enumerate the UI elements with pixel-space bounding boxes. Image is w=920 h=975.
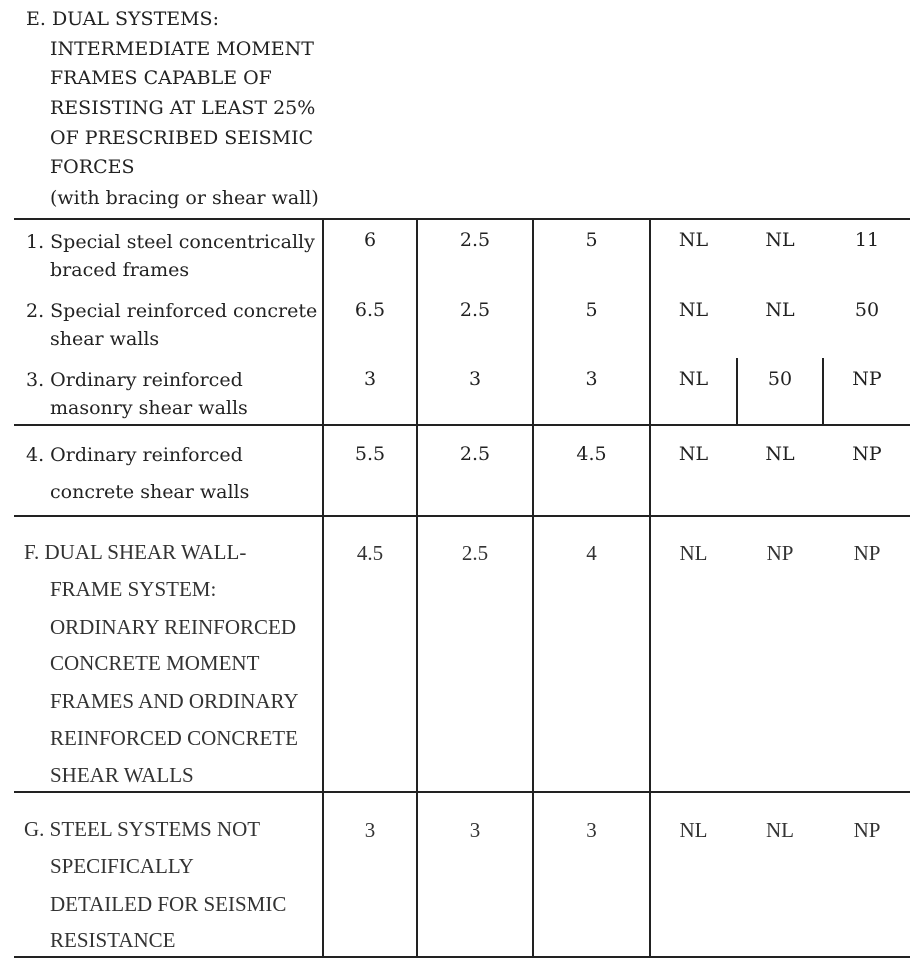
column-divider <box>532 218 534 957</box>
table-cell: 3 <box>585 368 598 390</box>
column-divider <box>416 218 418 957</box>
row-label: shear walls <box>50 328 160 350</box>
table-cell: NL <box>678 229 709 251</box>
row-label: 3. Ordinary reinforced <box>26 369 243 391</box>
table-cell: NL <box>765 299 795 321</box>
table-cell: 6.5 <box>354 299 386 321</box>
row-label: masonry shear walls <box>50 397 248 419</box>
table-cell: 3 <box>364 818 376 842</box>
row-divider <box>14 218 910 220</box>
table-cell: 6 <box>363 229 377 251</box>
row-label: 1. Special steel concentrically <box>26 231 315 253</box>
table-cell: NL <box>766 818 794 842</box>
table-cell: NL <box>678 443 709 465</box>
heading-line: RESISTING AT LEAST 25% <box>50 97 316 119</box>
table-cell: NL <box>678 299 709 321</box>
table-cell: 5 <box>585 299 598 321</box>
table-cell: 3 <box>468 368 482 390</box>
row-label: RESISTANCE <box>50 928 176 952</box>
table-cell: NP <box>853 541 881 565</box>
row-label: 2. Special reinforced concrete <box>26 300 318 322</box>
row-label: 4. Ordinary reinforced <box>26 444 243 466</box>
row-divider <box>14 424 910 426</box>
row-label: concrete shear walls <box>50 481 250 503</box>
table-cell: 50 <box>767 368 793 390</box>
row-label: SPECIFICALLY <box>50 854 194 878</box>
table-cell: 50 <box>854 299 880 321</box>
table-cell: NL <box>679 541 708 565</box>
table-cell: 11 <box>854 229 880 251</box>
table-cell: 2.5 <box>459 299 491 321</box>
table-cell: 2.5 <box>459 443 491 465</box>
column-divider <box>649 218 651 957</box>
table-cell: 4.5 <box>356 541 384 565</box>
table-cell: 4.5 <box>576 443 607 465</box>
heading-line: INTERMEDIATE MOMENT <box>50 38 314 60</box>
table-cell: NP <box>852 443 882 465</box>
table-cell: NL <box>765 229 795 251</box>
row-label: DETAILED FOR SEISMIC <box>50 892 287 916</box>
table-cell: NL <box>679 818 708 842</box>
row-label: FRAMES AND ORDINARY <box>50 689 299 713</box>
row-divider <box>14 515 910 517</box>
heading-line: FRAMES CAPABLE OF <box>50 67 272 89</box>
heading-line: E. DUAL SYSTEMS: <box>26 8 219 30</box>
table-cell: NP <box>766 541 794 565</box>
table-cell: 2.5 <box>461 541 489 565</box>
row-label: braced frames <box>50 259 190 281</box>
table-cell: 2.5 <box>459 229 491 251</box>
table-cell: 3 <box>469 818 481 842</box>
heading-line: OF PRESCRIBED SEISMIC <box>50 127 314 149</box>
column-divider <box>322 218 324 957</box>
table-cell: NL <box>765 443 795 465</box>
table-cell: NL <box>678 368 709 390</box>
row-label: REINFORCED CONCRETE <box>50 726 298 750</box>
table-cell: 3 <box>586 818 597 842</box>
heading-line: (with bracing or shear wall) <box>50 187 319 209</box>
table-cell: NP <box>853 818 881 842</box>
row-label: CONCRETE MOMENT <box>50 651 260 675</box>
row-label: SHEAR WALLS <box>50 763 194 787</box>
table-cell: 5.5 <box>354 443 386 465</box>
row-label: FRAME SYSTEM: <box>50 577 217 601</box>
table-cell: 5 <box>585 229 598 251</box>
heading-line: FORCES <box>50 156 135 178</box>
table-cell: 4 <box>586 541 597 565</box>
table-cell: NP <box>852 368 882 390</box>
row-label: F. DUAL SHEAR WALL- <box>24 540 247 564</box>
row-label: ORDINARY REINFORCED <box>50 615 296 639</box>
row-label: G. STEEL SYSTEMS NOT <box>24 817 261 841</box>
table-cell: 3 <box>363 368 377 390</box>
